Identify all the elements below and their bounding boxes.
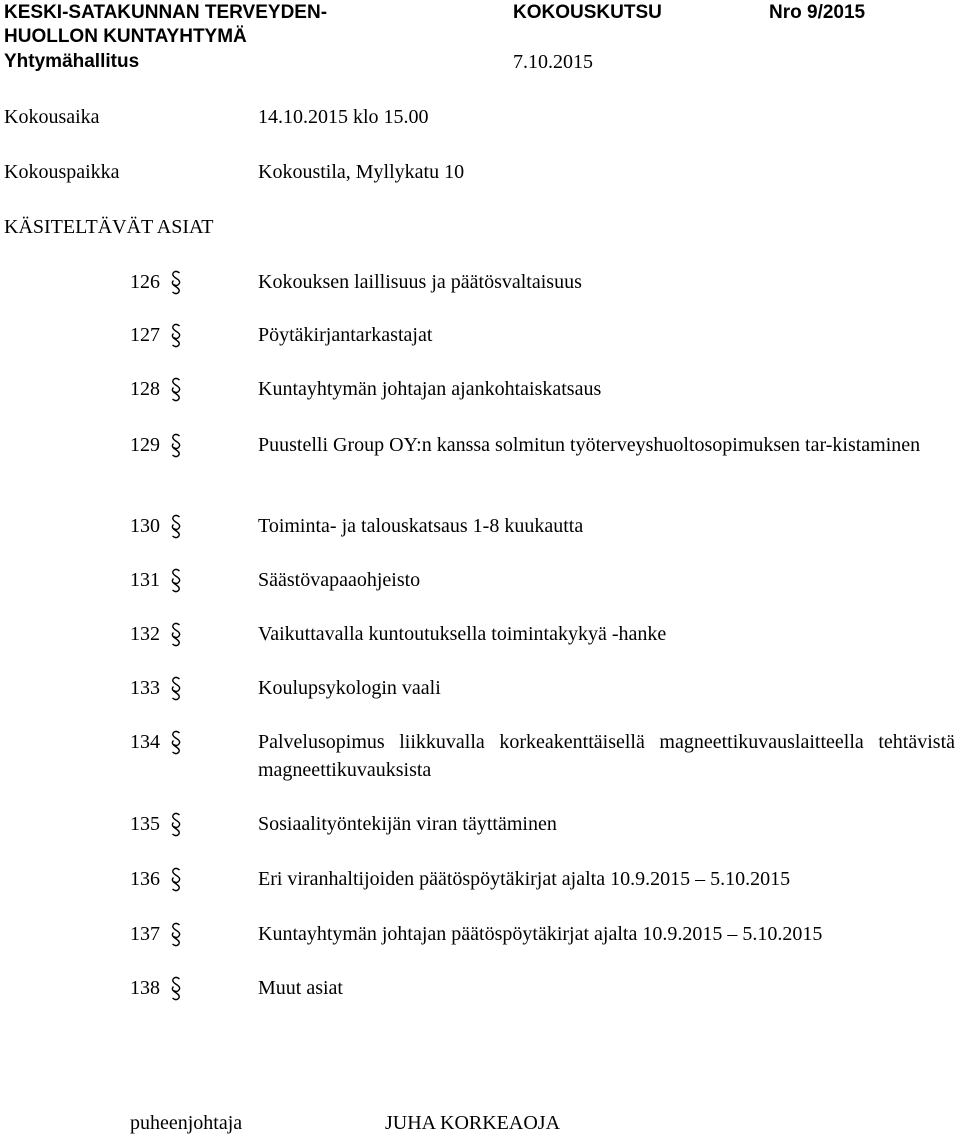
agenda-heading: KÄSITELTÄVÄT ASIAT bbox=[4, 216, 214, 238]
section-sign-icon bbox=[170, 676, 182, 701]
agenda-item-title: Sosiaalityöntekijän viran täyttäminen bbox=[258, 813, 557, 835]
section-sign-icon bbox=[170, 514, 182, 539]
section-sign-icon bbox=[170, 568, 182, 593]
agenda-item-title: Vaikuttavalla kuntoutuksella toimintakykyä -hanke bbox=[258, 623, 667, 645]
section-sign-icon bbox=[170, 730, 182, 755]
section-sign-icon bbox=[170, 976, 182, 1001]
section-sign-icon bbox=[170, 270, 182, 295]
section-sign-icon bbox=[170, 812, 182, 837]
agenda-item-number: 138 bbox=[130, 977, 160, 999]
agenda-item-number: 134 bbox=[130, 731, 160, 753]
section-sign-icon bbox=[170, 622, 182, 647]
agenda-item-title: Kuntayhtymän johtajan ajankohtaiskatsaus bbox=[258, 378, 602, 400]
meeting-place-value: Kokoustila, Myllykatu 10 bbox=[258, 161, 465, 183]
agenda-item-title: Pöytäkirjantarkastajat bbox=[258, 324, 433, 346]
section-sign-icon bbox=[170, 377, 182, 402]
agenda-item-number: 131 bbox=[130, 569, 160, 591]
agenda-item-number: 130 bbox=[130, 515, 160, 537]
section-sign-icon bbox=[170, 433, 182, 458]
meeting-time-label: Kokousaika bbox=[4, 106, 100, 128]
agenda-item-title: Palvelusopimus liikkuvalla korkeakenttäisellä magneettikuvauslaitteella tehtävistä magneettikuvauksista bbox=[258, 731, 955, 781]
agenda-item-title: Eri viranhaltijoiden päätöspöytäkirjat ajalta 10.9.2015 – 5.10.2015 bbox=[258, 868, 791, 890]
document-date: 7.10.2015 bbox=[513, 51, 593, 73]
section-sign-icon bbox=[170, 867, 182, 892]
agenda-item-number: 136 bbox=[130, 868, 160, 890]
agenda-item-number: 127 bbox=[130, 324, 160, 346]
agenda-item-title: Kokouksen laillisuus ja päätösvaltaisuus bbox=[258, 271, 582, 293]
agenda-item-number: 126 bbox=[130, 271, 160, 293]
agenda-item-title: Säästövapaaohjeisto bbox=[258, 569, 421, 591]
signature-name: JUHA KORKEAOJA bbox=[385, 1112, 561, 1134]
meeting-time-value: 14.10.2015 klo 15.00 bbox=[258, 106, 429, 128]
document-number: Nro 9/2015 bbox=[769, 2, 866, 23]
governing-body: Yhtymähallitus bbox=[4, 51, 140, 72]
signature-role: puheenjohtaja bbox=[130, 1112, 243, 1134]
agenda-item-title: Muut asiat bbox=[258, 977, 343, 999]
agenda-item-number: 128 bbox=[130, 378, 160, 400]
organization-name-line1: KESKI-SATAKUNNAN TERVEYDEN- bbox=[4, 2, 328, 23]
agenda-item-number: 133 bbox=[130, 677, 160, 699]
agenda-item-number: 132 bbox=[130, 623, 160, 645]
agenda-item-number: 129 bbox=[130, 434, 160, 456]
agenda-item-title: Puustelli Group OY:n kanssa solmitun työterveyshuoltosopimuksen tar-kistaminen bbox=[258, 434, 921, 456]
organization-name-line2: HUOLLON KUNTAYHTYMÄ bbox=[4, 26, 247, 47]
section-sign-icon bbox=[170, 323, 182, 348]
agenda-item-number: 137 bbox=[130, 923, 160, 945]
agenda-item-title: Koulupsykologin vaali bbox=[258, 677, 441, 699]
agenda-item-title: Toiminta- ja talouskatsaus 1-8 kuukautta bbox=[258, 515, 584, 537]
document-type: KOKOUSKUTSU bbox=[513, 2, 662, 23]
agenda-item-number: 135 bbox=[130, 813, 160, 835]
section-sign-icon bbox=[170, 922, 182, 947]
meeting-place-label: Kokouspaikka bbox=[4, 161, 120, 183]
agenda-item-title: Kuntayhtymän johtajan päätöspöytäkirjat ajalta 10.9.2015 – 5.10.2015 bbox=[258, 923, 823, 945]
